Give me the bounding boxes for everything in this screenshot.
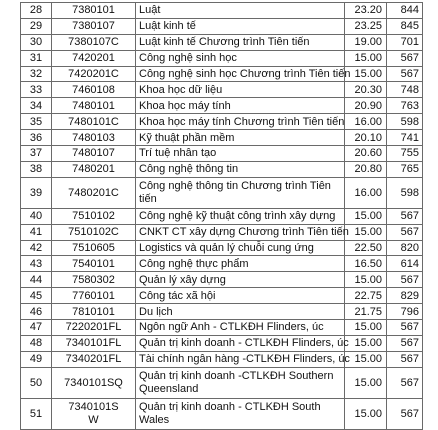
major-code-cell: 7220201FL	[52, 320, 136, 336]
major-code-cell: 7340101S W	[52, 398, 136, 429]
table-row	[21, 34, 423, 50]
quota-cell: 701	[387, 34, 423, 50]
major-name-cell: Công nghệ sinh học Chương trình Tiên tiến	[136, 66, 345, 82]
row-number-cell: 41	[21, 224, 52, 240]
major-code-cell: 7420201C	[52, 66, 136, 82]
major-code-cell: 7480101	[52, 98, 136, 114]
table-row	[21, 320, 423, 336]
major-name-cell: Luật	[136, 3, 345, 19]
major-code-cell: 7580302	[52, 272, 136, 288]
quota-cell: 567	[387, 398, 423, 429]
major-name-cell: Du lịch	[136, 304, 345, 320]
score-cell: 20.10	[345, 130, 387, 146]
major-code-cell: 7510102	[52, 208, 136, 224]
score-cell: 20.30	[345, 82, 387, 98]
quota-cell: 567	[387, 272, 423, 288]
quota-cell: 748	[387, 82, 423, 98]
quota-cell: 765	[387, 161, 423, 177]
major-name-cell: Quản trị kinh doanh - CTLKĐH Flinders, úc	[136, 335, 345, 351]
table-row	[21, 50, 423, 66]
row-number-cell: 42	[21, 240, 52, 256]
quota-cell: 755	[387, 146, 423, 162]
row-number-cell: 30	[21, 34, 52, 50]
table-row	[21, 66, 423, 82]
major-code-cell: 7380101	[52, 3, 136, 19]
table-row	[21, 335, 423, 351]
score-cell: 15.00	[345, 208, 387, 224]
major-code-cell: 7540101	[52, 256, 136, 272]
row-number-cell: 50	[21, 367, 52, 398]
table-row	[21, 224, 423, 240]
table-row	[21, 208, 423, 224]
quota-cell: 763	[387, 98, 423, 114]
major-code-cell: 7480103	[52, 130, 136, 146]
major-code-cell: 7480201C	[52, 177, 136, 208]
score-cell: 21.75	[345, 304, 387, 320]
row-number-cell: 33	[21, 82, 52, 98]
table-row	[21, 288, 423, 304]
major-code-cell: 7460108	[52, 82, 136, 98]
table-row	[21, 146, 423, 162]
major-code-cell: 7380107C	[52, 34, 136, 50]
table-row	[21, 161, 423, 177]
score-cell: 15.00	[345, 398, 387, 429]
major-name-cell: Tài chính ngân hàng -CTLKĐH Flinders, úc	[136, 351, 345, 367]
major-code-cell: 7380107	[52, 18, 136, 34]
quota-cell: 598	[387, 114, 423, 130]
major-code-cell: 7810101	[52, 304, 136, 320]
table-row	[21, 240, 423, 256]
major-code-cell: 7340201FL	[52, 351, 136, 367]
score-cell: 20.80	[345, 161, 387, 177]
major-code-cell: 7480201	[52, 161, 136, 177]
major-name-cell: Công nghệ sinh học	[136, 50, 345, 66]
major-name-cell: Luật kinh tế	[136, 18, 345, 34]
major-name-cell: Quản trị kinh doanh -CTLKĐH Southern Queensland	[136, 367, 345, 398]
major-name-cell: Khoa học máy tính	[136, 98, 345, 114]
score-cell: 15.00	[345, 66, 387, 82]
major-name-cell: Công nghệ thông tin Chương trình Tiên tiến	[136, 177, 345, 208]
row-number-cell: 44	[21, 272, 52, 288]
quota-cell: 796	[387, 304, 423, 320]
table-row	[21, 82, 423, 98]
row-number-cell: 31	[21, 50, 52, 66]
admission-score-table	[20, 2, 423, 430]
major-name-cell: Công tác xã hội	[136, 288, 345, 304]
table-row	[21, 304, 423, 320]
score-cell: 20.90	[345, 98, 387, 114]
major-name-cell: Luật kinh tế Chương trình Tiên tiến	[136, 34, 345, 50]
row-number-cell: 47	[21, 320, 52, 336]
score-cell: 15.00	[345, 272, 387, 288]
table-row	[21, 18, 423, 34]
major-name-cell: Công nghệ thông tin	[136, 161, 345, 177]
row-number-cell: 38	[21, 161, 52, 177]
row-number-cell: 51	[21, 398, 52, 429]
quota-cell: 567	[387, 320, 423, 336]
table-body	[21, 3, 423, 430]
row-number-cell: 37	[21, 146, 52, 162]
quota-cell: 567	[387, 224, 423, 240]
quota-cell: 567	[387, 208, 423, 224]
major-code-cell: 7510605	[52, 240, 136, 256]
score-cell: 23.20	[345, 3, 387, 19]
score-cell: 16.50	[345, 256, 387, 272]
major-code-cell: 7420201	[52, 50, 136, 66]
major-name-cell: Công nghệ thực phẩm	[136, 256, 345, 272]
score-cell: 15.00	[345, 367, 387, 398]
row-number-cell: 29	[21, 18, 52, 34]
score-cell: 19.00	[345, 34, 387, 50]
row-number-cell: 49	[21, 351, 52, 367]
row-number-cell: 46	[21, 304, 52, 320]
quota-cell: 845	[387, 18, 423, 34]
quota-cell: 614	[387, 256, 423, 272]
major-name-cell: Kỹ thuật phần mềm	[136, 130, 345, 146]
major-code-cell: 7510102C	[52, 224, 136, 240]
table-row	[21, 256, 423, 272]
quota-cell: 567	[387, 66, 423, 82]
score-cell: 15.00	[345, 224, 387, 240]
score-cell: 16.00	[345, 114, 387, 130]
quota-cell: 741	[387, 130, 423, 146]
score-cell: 15.00	[345, 351, 387, 367]
score-cell: 23.25	[345, 18, 387, 34]
quota-cell: 829	[387, 288, 423, 304]
row-number-cell: 32	[21, 66, 52, 82]
major-code-cell: 7760101	[52, 288, 136, 304]
quota-cell: 820	[387, 240, 423, 256]
quota-cell: 567	[387, 50, 423, 66]
major-code-cell: 7480107	[52, 146, 136, 162]
major-name-cell: Quản trị kinh doanh - CTLKĐH South Wales	[136, 398, 345, 429]
major-name-cell: Logistics và quản lý chuỗi cung ứng	[136, 240, 345, 256]
major-name-cell: Khoa học máy tính Chương trình Tiên tiến	[136, 114, 345, 130]
row-number-cell: 34	[21, 98, 52, 114]
major-name-cell: Quản lý xây dựng	[136, 272, 345, 288]
row-number-cell: 48	[21, 335, 52, 351]
table-row	[21, 177, 423, 208]
major-name-cell: Trí tuệ nhân tạo	[136, 146, 345, 162]
row-number-cell: 45	[21, 288, 52, 304]
score-cell: 16.00	[345, 177, 387, 208]
table-row	[21, 130, 423, 146]
quota-cell: 598	[387, 177, 423, 208]
major-code-cell: 7340101SQ	[52, 367, 136, 398]
score-cell: 22.50	[345, 240, 387, 256]
table-row	[21, 3, 423, 19]
table-row	[21, 114, 423, 130]
major-name-cell: Ngôn ngữ Anh - CTLKĐH Flinders, úc	[136, 320, 345, 336]
table-row	[21, 98, 423, 114]
major-code-cell: 7480101C	[52, 114, 136, 130]
quota-cell: 567	[387, 367, 423, 398]
table-row	[21, 398, 423, 429]
row-number-cell: 40	[21, 208, 52, 224]
major-name-cell: Khoa học dữ liệu	[136, 82, 345, 98]
row-number-cell: 43	[21, 256, 52, 272]
major-code-cell: 7340101FL	[52, 335, 136, 351]
quota-cell: 567	[387, 351, 423, 367]
row-number-cell: 28	[21, 3, 52, 19]
row-number-cell: 39	[21, 177, 52, 208]
table-row	[21, 367, 423, 398]
score-cell: 15.00	[345, 320, 387, 336]
score-cell: 22.75	[345, 288, 387, 304]
score-cell: 15.00	[345, 50, 387, 66]
quota-cell: 567	[387, 335, 423, 351]
major-name-cell: CNKT CT xây dựng Chương trình Tiên tiến	[136, 224, 345, 240]
score-cell: 15.00	[345, 335, 387, 351]
table-row	[21, 351, 423, 367]
row-number-cell: 36	[21, 130, 52, 146]
score-cell: 20.60	[345, 146, 387, 162]
row-number-cell: 35	[21, 114, 52, 130]
major-name-cell: Công nghệ kỹ thuật công trình xây dựng	[136, 208, 345, 224]
table-row	[21, 272, 423, 288]
quota-cell: 844	[387, 3, 423, 19]
